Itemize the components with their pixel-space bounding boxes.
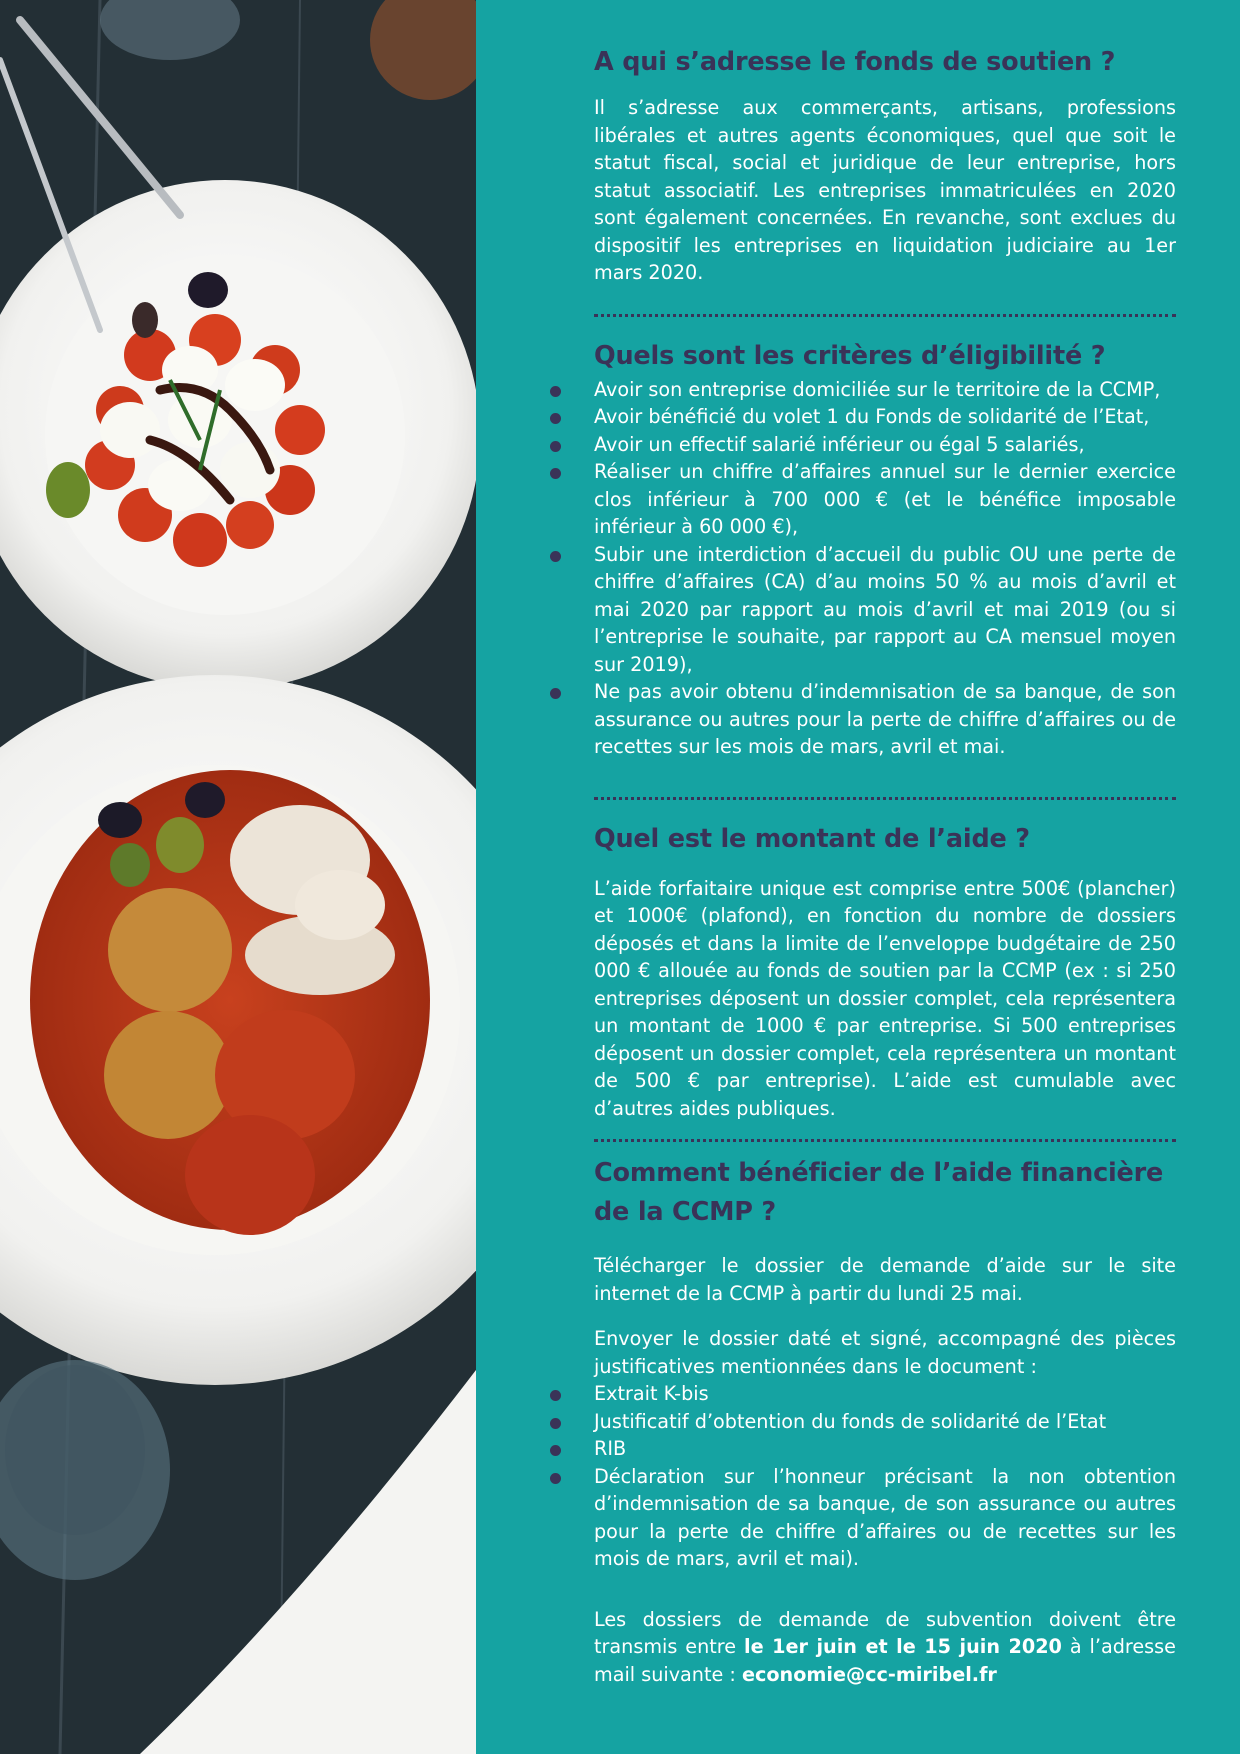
section-text-deadline <box>594 1606 1176 1689</box>
list-item: Déclaration sur l’honneur précisant la non obtention d’indemnisation de sa banque, de son assurance ou autres pour la perte de chiffre d’affaires ou de recettes sur les mois de mars, avril et mai). <box>594 1463 1176 1573</box>
list-item: Réaliser un chiffre d’affaires annuel sur le dernier exercice clos inférieur à 700 000 € (et le bénéfice imposable inférieur à 60 000 €), <box>594 458 1176 541</box>
dotted-divider <box>594 797 1176 800</box>
list-item: Ne pas avoir obtenu d’indemnisation de sa banque, de son assurance ou autres pour la perte de chiffre d’affaires ou de recettes sur les mois de mars, avril et mai. <box>594 678 1176 761</box>
info-content <box>594 43 1176 1688</box>
section-title-eligible-audience: A qui s’adresse le fonds de soutien ? <box>594 47 1116 77</box>
dotted-divider <box>594 1139 1176 1142</box>
list-item: Justificatif d’obtention du fonds de solidarité de l’Etat <box>594 1408 1176 1436</box>
eligibility-criteria-list <box>594 376 1176 761</box>
dotted-divider <box>594 314 1176 317</box>
contact-email-link[interactable]: economie@cc-miribel.fr <box>741 1662 997 1686</box>
list-item: Avoir son entreprise domiciliée sur le territoire de la CCMP, <box>594 376 1176 404</box>
section-text-send-file: Envoyer le dossier daté et signé, accompagné des pièces justificatives mentionnées dans le document : <box>594 1327 1176 1378</box>
list-item: Extrait K-bis <box>594 1380 1176 1408</box>
info-panel <box>476 0 1240 1754</box>
section-text-eligible-audience: Il s’adresse aux commerçants, artisans, professions libérales et autres agents économiques, quel que soit le statut fiscal, social et juridique de leur entreprise, hors statut associatif. Les entreprises immatriculées en 2020 sont également concernées. En revanche, sont exclues du dispositif les entreprises en liquidation judiciaire au 1er mars 2020. <box>594 96 1176 284</box>
food-photo-illustration <box>0 0 476 1754</box>
deadline-text-start: Les dossiers de demande de subvention doivent être transmis entre <box>594 1607 1176 1658</box>
section-title-how-to-apply: Comment bénéficier de l’aide financière de la CCMP ? <box>594 1158 1164 1227</box>
deadline-dates: le 1er juin et le 15 juin 2020 <box>744 1635 1062 1658</box>
deadline-text-middle: à l’adresse mail suivante : <box>594 1635 1176 1686</box>
required-documents-list <box>594 1380 1176 1573</box>
section-text-download: Télécharger le dossier de demande d’aide sur le site internet de la CCMP à partir du lundi 25 mai. <box>594 1254 1176 1305</box>
list-item: RIB <box>594 1435 1176 1463</box>
list-item: Subir une interdiction d’accueil du public OU une perte de chiffre d’affaires (CA) d’au moins 50 % au mois d’avril et mai 2020 par rapport au mois d’avril et mai 2019 (ou si l’entreprise le souhaite, par rapport au CA mensuel moyen sur 2019), <box>594 541 1176 679</box>
list-item: Avoir un effectif salarié inférieur ou égal 5 salariés, <box>594 431 1176 459</box>
section-title-eligibility-criteria: Quels sont les critères d’éligibilité ? <box>594 340 1106 371</box>
section-title-aid-amount: Quel est le montant de l’aide ? <box>594 823 1030 854</box>
food-photo <box>0 0 476 1754</box>
list-item: Avoir bénéficié du volet 1 du Fonds de solidarité de l’Etat, <box>594 403 1176 431</box>
section-text-aid-amount: L’aide forfaitaire unique est comprise entre 500€ (plancher) et 1000€ (plafond), en fonction du nombre de dossiers déposés et dans la limite de l’enveloppe budgétaire de 250 000 € allouée au fonds de soutien par la CCMP (ex : si 250 entreprises déposent un dossier complet, cela représentera un montant de 1000 € par entreprise. Si 500 entreprises déposent un dossier complet, cela représentera un montant de 500 € par entreprise). L’aide est cumulable avec d’autres aides publiques. <box>594 876 1176 1120</box>
